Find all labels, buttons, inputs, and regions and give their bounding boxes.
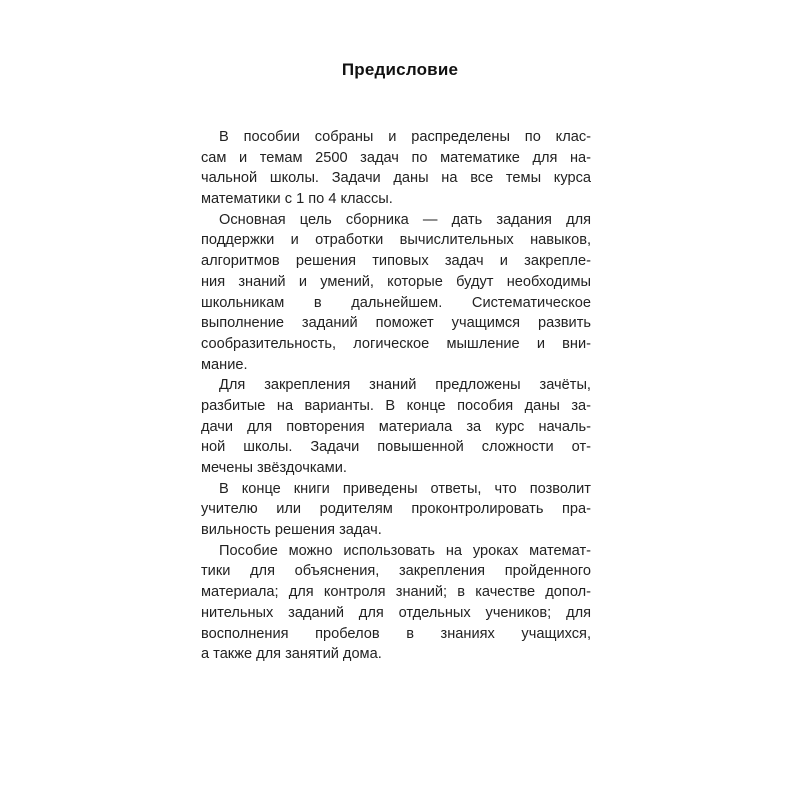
text-line: алгоритмов решения типовых задач и закрепле- [201,253,591,270]
text-line: чальной школы. Задачи даны на все темы курса [201,170,591,187]
text-line: В пособии собраны и распределены по клас- [219,129,591,145]
paragraph [201,541,591,665]
text-line: математики с 1 по 4 классы. [201,191,393,208]
paragraph [201,375,591,478]
text-line: нительных заданий для отдельных учеников; для [201,604,591,621]
text-line: восполнения пробелов в знаниях учащихся, [201,625,591,642]
text-line: мечены звёздочками. [201,460,347,476]
text-line: Основная цель сборника — дать задания для [219,211,591,228]
text-line: а также для занятий дома. [201,646,382,663]
text-line: дачи для повторения материала за курс началь- [201,418,591,435]
text-line: В конце книги приведены ответы, что позволит [219,480,591,497]
paragraph [201,127,591,210]
text-line: выполнение заданий поможет учащимся развить [201,315,591,332]
paragraph [201,479,591,541]
paragraph [201,210,591,376]
text-line: материала; для контроля знаний; в качестве допол- [201,584,591,601]
text-line: школьникам в дальнейшем. Систематическое [201,294,591,311]
text-line: мание. [201,356,248,373]
text-line: ния знаний и умений, которые будут необходимы [201,273,591,290]
text-line: тики для объяснения, закрепления пройденного [201,563,591,580]
text-line: ной школы. Задачи повышенной сложности от- [201,439,591,456]
text-line: вильность решения задач. [201,522,382,539]
text-line: Пособие можно использовать на уроках математ- [219,542,591,559]
text-line: сообразительность, логическое мышление и вни- [201,335,591,352]
text-line: разбитые на варианты. В конце пособия даны за- [201,397,591,414]
text-line: учителю или родителям проконтролировать пра- [201,501,591,518]
text-line: поддержки и отработки вычислительных навыков, [201,232,591,249]
text-line: сам и темам 2500 задач по математике для на- [201,149,591,166]
preface-body [201,127,591,665]
text-line: Для закрепления знаний предложены зачёты, [219,377,591,394]
page-title: Предисловие [341,60,459,79]
